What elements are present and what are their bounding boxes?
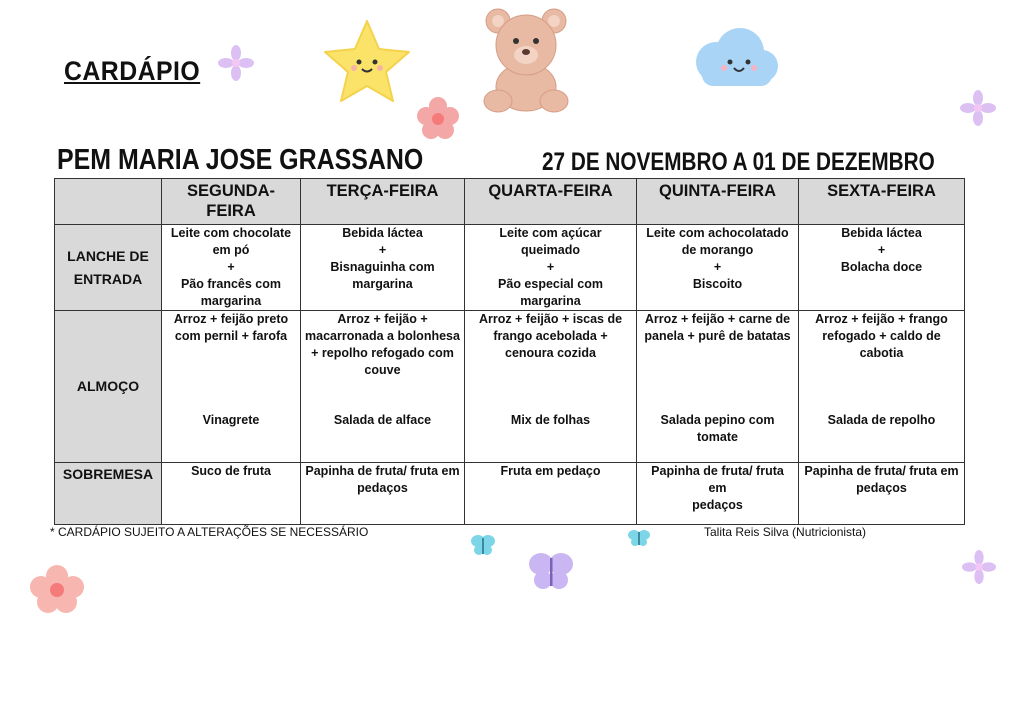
cell-line: Papinha de fruta/ fruta em <box>305 464 460 478</box>
cell-line: refogado + caldo de <box>822 329 941 343</box>
star-icon <box>322 18 412 104</box>
lilac-flower-icon <box>962 550 996 584</box>
cell-line: Vinagrete <box>202 413 260 427</box>
cell-line: Leite com achocolatado <box>646 226 789 240</box>
cell-line: Arroz + feijão + carne de <box>644 312 791 326</box>
cell-line: frango acebolada + <box>493 329 608 343</box>
cell-line: cenoura cozida <box>505 346 596 360</box>
lilac-flower-icon <box>218 45 254 81</box>
cell-line: Arroz + feijão + frango <box>815 312 948 326</box>
row-label-line: LANCHE DE <box>67 247 149 264</box>
almoco-tuesday-cell <box>301 311 465 463</box>
cell-line: Salada de repolho <box>827 413 936 427</box>
butterfly-icon <box>470 532 496 558</box>
nutritionist-signature: Talita Reis Silva (Nutricionista) <box>704 525 867 539</box>
cell-line: tomate <box>697 430 738 444</box>
cell-line: Pão francês com <box>180 277 282 291</box>
header-corner-cell <box>55 179 162 225</box>
cell-line: + <box>713 260 722 274</box>
cell-line: de morango <box>681 243 754 257</box>
cell-line: Bisnaguinha com <box>330 260 435 274</box>
butterfly-icon <box>628 528 650 548</box>
cell-line: + <box>227 260 235 274</box>
table-header-row <box>55 179 965 225</box>
school-name: PEM MARIA JOSE GRASSANO <box>57 144 424 176</box>
cell-line: Leite com chocolate <box>170 226 292 240</box>
cell-line: Pão especial com <box>498 277 603 291</box>
cell-line: Bebida láctea <box>342 226 423 240</box>
cell-line: couve <box>364 363 401 377</box>
sobremesa-tuesday-cell <box>301 463 465 525</box>
cell-line: + repolho refogado com <box>311 346 454 360</box>
cell-line: Arroz + feijão + <box>337 312 428 326</box>
cell-line: Bolacha doce <box>840 260 923 274</box>
cell-line: em pó <box>212 243 250 257</box>
cell-line: Bebida láctea <box>841 226 922 240</box>
pink-flower-icon <box>416 96 460 140</box>
table-row <box>55 463 965 525</box>
almoco-friday-cell <box>799 311 965 463</box>
table-row <box>55 311 965 463</box>
almoco-thursday-cell <box>637 311 799 463</box>
cell-line: + <box>546 260 555 274</box>
cell-line: margarina <box>520 294 581 308</box>
cell-line: Suco de fruta <box>191 464 271 478</box>
lilac-flower-icon <box>960 90 996 126</box>
day-header-friday: SEXTA-FEIRA <box>799 179 965 225</box>
cell-line: + <box>378 243 387 257</box>
sobremesa-monday-cell <box>162 463 301 525</box>
day-header-wednesday: QUARTA-FEIRA <box>465 179 637 225</box>
day-header-monday: SEGUNDA-FEIRA <box>162 179 301 225</box>
cell-line: margarina <box>352 277 413 291</box>
cell-line: panela + purê de batatas <box>644 329 791 343</box>
sobremesa-wednesday-cell <box>465 463 637 525</box>
cell-line: margarina <box>200 294 262 308</box>
cell-line: Arroz + feijão + iscas de <box>478 312 623 326</box>
cell-line: macarronada a bolonhesa <box>305 329 460 343</box>
lanche-friday-cell <box>799 225 965 311</box>
page-title: CARDÁPIO <box>64 56 201 86</box>
date-range: 27 DE NOVEMBRO A 01 DE DEZEMBRO <box>542 148 935 176</box>
day-header-thursday: QUINTA-FEIRA <box>637 179 799 225</box>
cell-line: Salada de alface <box>333 413 432 427</box>
lanche-thursday-cell <box>637 225 799 311</box>
disclaimer-note: * CARDÁPIO SUJEITO A ALTERAÇÕES SE NECESSÁRIO <box>50 525 369 539</box>
row-label-line: ENTRADA <box>73 270 143 287</box>
cell-line: Salada pepino com <box>660 413 775 427</box>
lanche-wednesday-cell <box>465 225 637 311</box>
cell-line: Papinha de fruta/ fruta em <box>651 464 784 495</box>
lanche-tuesday-cell <box>301 225 465 311</box>
lanche-monday-cell <box>162 225 301 311</box>
cell-line: Fruta em pedaço <box>500 464 601 478</box>
cell-line: Mix de folhas <box>510 413 591 427</box>
sobremesa-friday-cell <box>799 463 965 525</box>
butterfly-icon <box>528 550 574 592</box>
row-label-lanche <box>55 225 162 311</box>
cell-line: Papinha de fruta/ fruta em <box>804 464 959 478</box>
cell-line: com pernil + farofa <box>174 329 288 343</box>
day-header-tuesday: TERÇA-FEIRA <box>301 179 465 225</box>
sobremesa-thursday-cell <box>637 463 799 525</box>
cell-line: pedaços <box>856 481 907 495</box>
teddy-bear-icon <box>478 5 574 113</box>
cell-line: cabotia <box>859 346 904 360</box>
pink-flower-icon <box>28 565 86 613</box>
cell-line: pedaços <box>692 498 743 512</box>
cell-line: pedaços <box>357 481 408 495</box>
row-label-sobremesa: SOBREMESA <box>55 463 162 525</box>
cell-line: Arroz + feijão preto <box>173 312 289 326</box>
table-row <box>55 225 965 311</box>
almoco-wednesday-cell <box>465 311 637 463</box>
row-label-almoco: ALMOÇO <box>55 311 162 463</box>
cell-line: Leite com açúcar queimado <box>499 226 602 257</box>
cloud-icon <box>686 24 782 94</box>
menu-table <box>54 178 965 525</box>
almoco-monday-cell <box>162 311 301 463</box>
cell-line: Biscoito <box>692 277 743 291</box>
cell-line: + <box>877 243 886 257</box>
